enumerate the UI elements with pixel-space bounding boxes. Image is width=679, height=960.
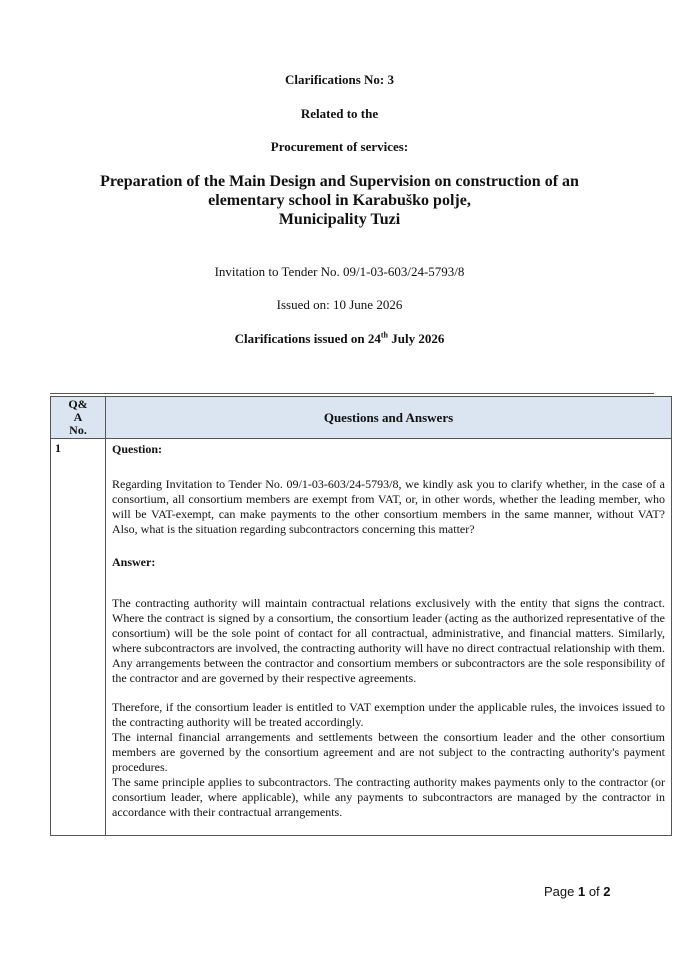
- answer-label: Answer:: [112, 555, 156, 569]
- procurement-label: Procurement of services:: [270, 139, 409, 154]
- title-line-2: elementary school in Karabuško polje,: [208, 192, 471, 209]
- clarifications-issued-suffix: July 2026: [388, 331, 445, 346]
- qa-header-line-2: A: [73, 410, 83, 424]
- qa-number-header: [51, 397, 106, 439]
- ordinal-suffix: th: [380, 330, 389, 340]
- qa-content: [106, 439, 672, 836]
- clarifications-number: Clarifications No: 3: [284, 72, 395, 87]
- table-row: [51, 439, 672, 836]
- page-number: [544, 884, 611, 899]
- total-pages: 2: [603, 884, 611, 899]
- invitation-to-tender: Invitation to Tender No. 09/1-03-603/24-5793/8: [214, 264, 465, 279]
- qa-header-line-3: No.: [69, 423, 87, 437]
- of-word: of: [585, 884, 604, 899]
- current-page: 1: [577, 884, 586, 899]
- question-text: Regarding Invitation to Tender No. 09/1-03-603/24-5793/8, we kindly ask you to clarify whether, in the case of a consortium, all consortium members are exempt from VAT, or, in other words, whether the leading member, who will be VAT-exempt, can make payments to the other consortium members in the same manner, without VAT? Also, what is the situation regarding subcontractors concerning this matter?: [112, 477, 665, 536]
- clarifications-issued-prefix: Clarifications issued on 24: [234, 331, 381, 346]
- table-header-row: [51, 397, 672, 439]
- qa-table: [50, 396, 672, 836]
- related-to-label: Related to the: [300, 106, 379, 121]
- page-word: Page: [544, 884, 578, 899]
- answer-paragraph-2: Therefore, if the consortium leader is entitled to VAT exemption under the applicable rules, the invoices issued to the contracting authority will be treated accordingly.: [112, 700, 665, 729]
- answer-paragraph-4: The same principle applies to subcontractors. The contracting authority makes payments only to the contractor (or consortium leader, where applicable), while any payments to subcontractors are managed by the contractor in accordance with their contractual arrangements.: [112, 775, 665, 819]
- answer-paragraph-3: The internal financial arrangements and settlements between the consortium leader and the other consortium members are governed by the consortium agreement and are not subject to the contracting authority's payment procedures.: [112, 730, 665, 774]
- answer-paragraph-1: The contracting authority will maintain contractual relations exclusively with the entity that signs the contract. Where the contract is signed by a consortium, the consortium leader (acting as the authorized representative of the consortium) will be the sole point of contact for all contractual, administrative, and financial matters. Similarly, where subcontractors are involved, the contracting authority will have no direct contractual relationship with them. Any arrangements between the contractor and consortium members or subcontractors are the sole responsibility of the contractor and are governed by their respective agreements.: [112, 596, 665, 685]
- qa-header-line-1: Q&: [68, 397, 88, 411]
- table-top-rule: [50, 393, 654, 394]
- questions-answers-header: Questions and Answers: [106, 397, 672, 439]
- issued-on-date: Issued on: 10 June 2026: [276, 297, 403, 312]
- clarifications-issued-date: [0, 331, 679, 347]
- title-line-1: Preparation of the Main Design and Supervision on construction of an: [100, 173, 579, 190]
- question-label: Question:: [112, 442, 163, 456]
- qa-number: 1: [51, 439, 106, 836]
- title-line-3: Municipality Tuzi: [278, 211, 401, 228]
- document-title: [0, 172, 679, 229]
